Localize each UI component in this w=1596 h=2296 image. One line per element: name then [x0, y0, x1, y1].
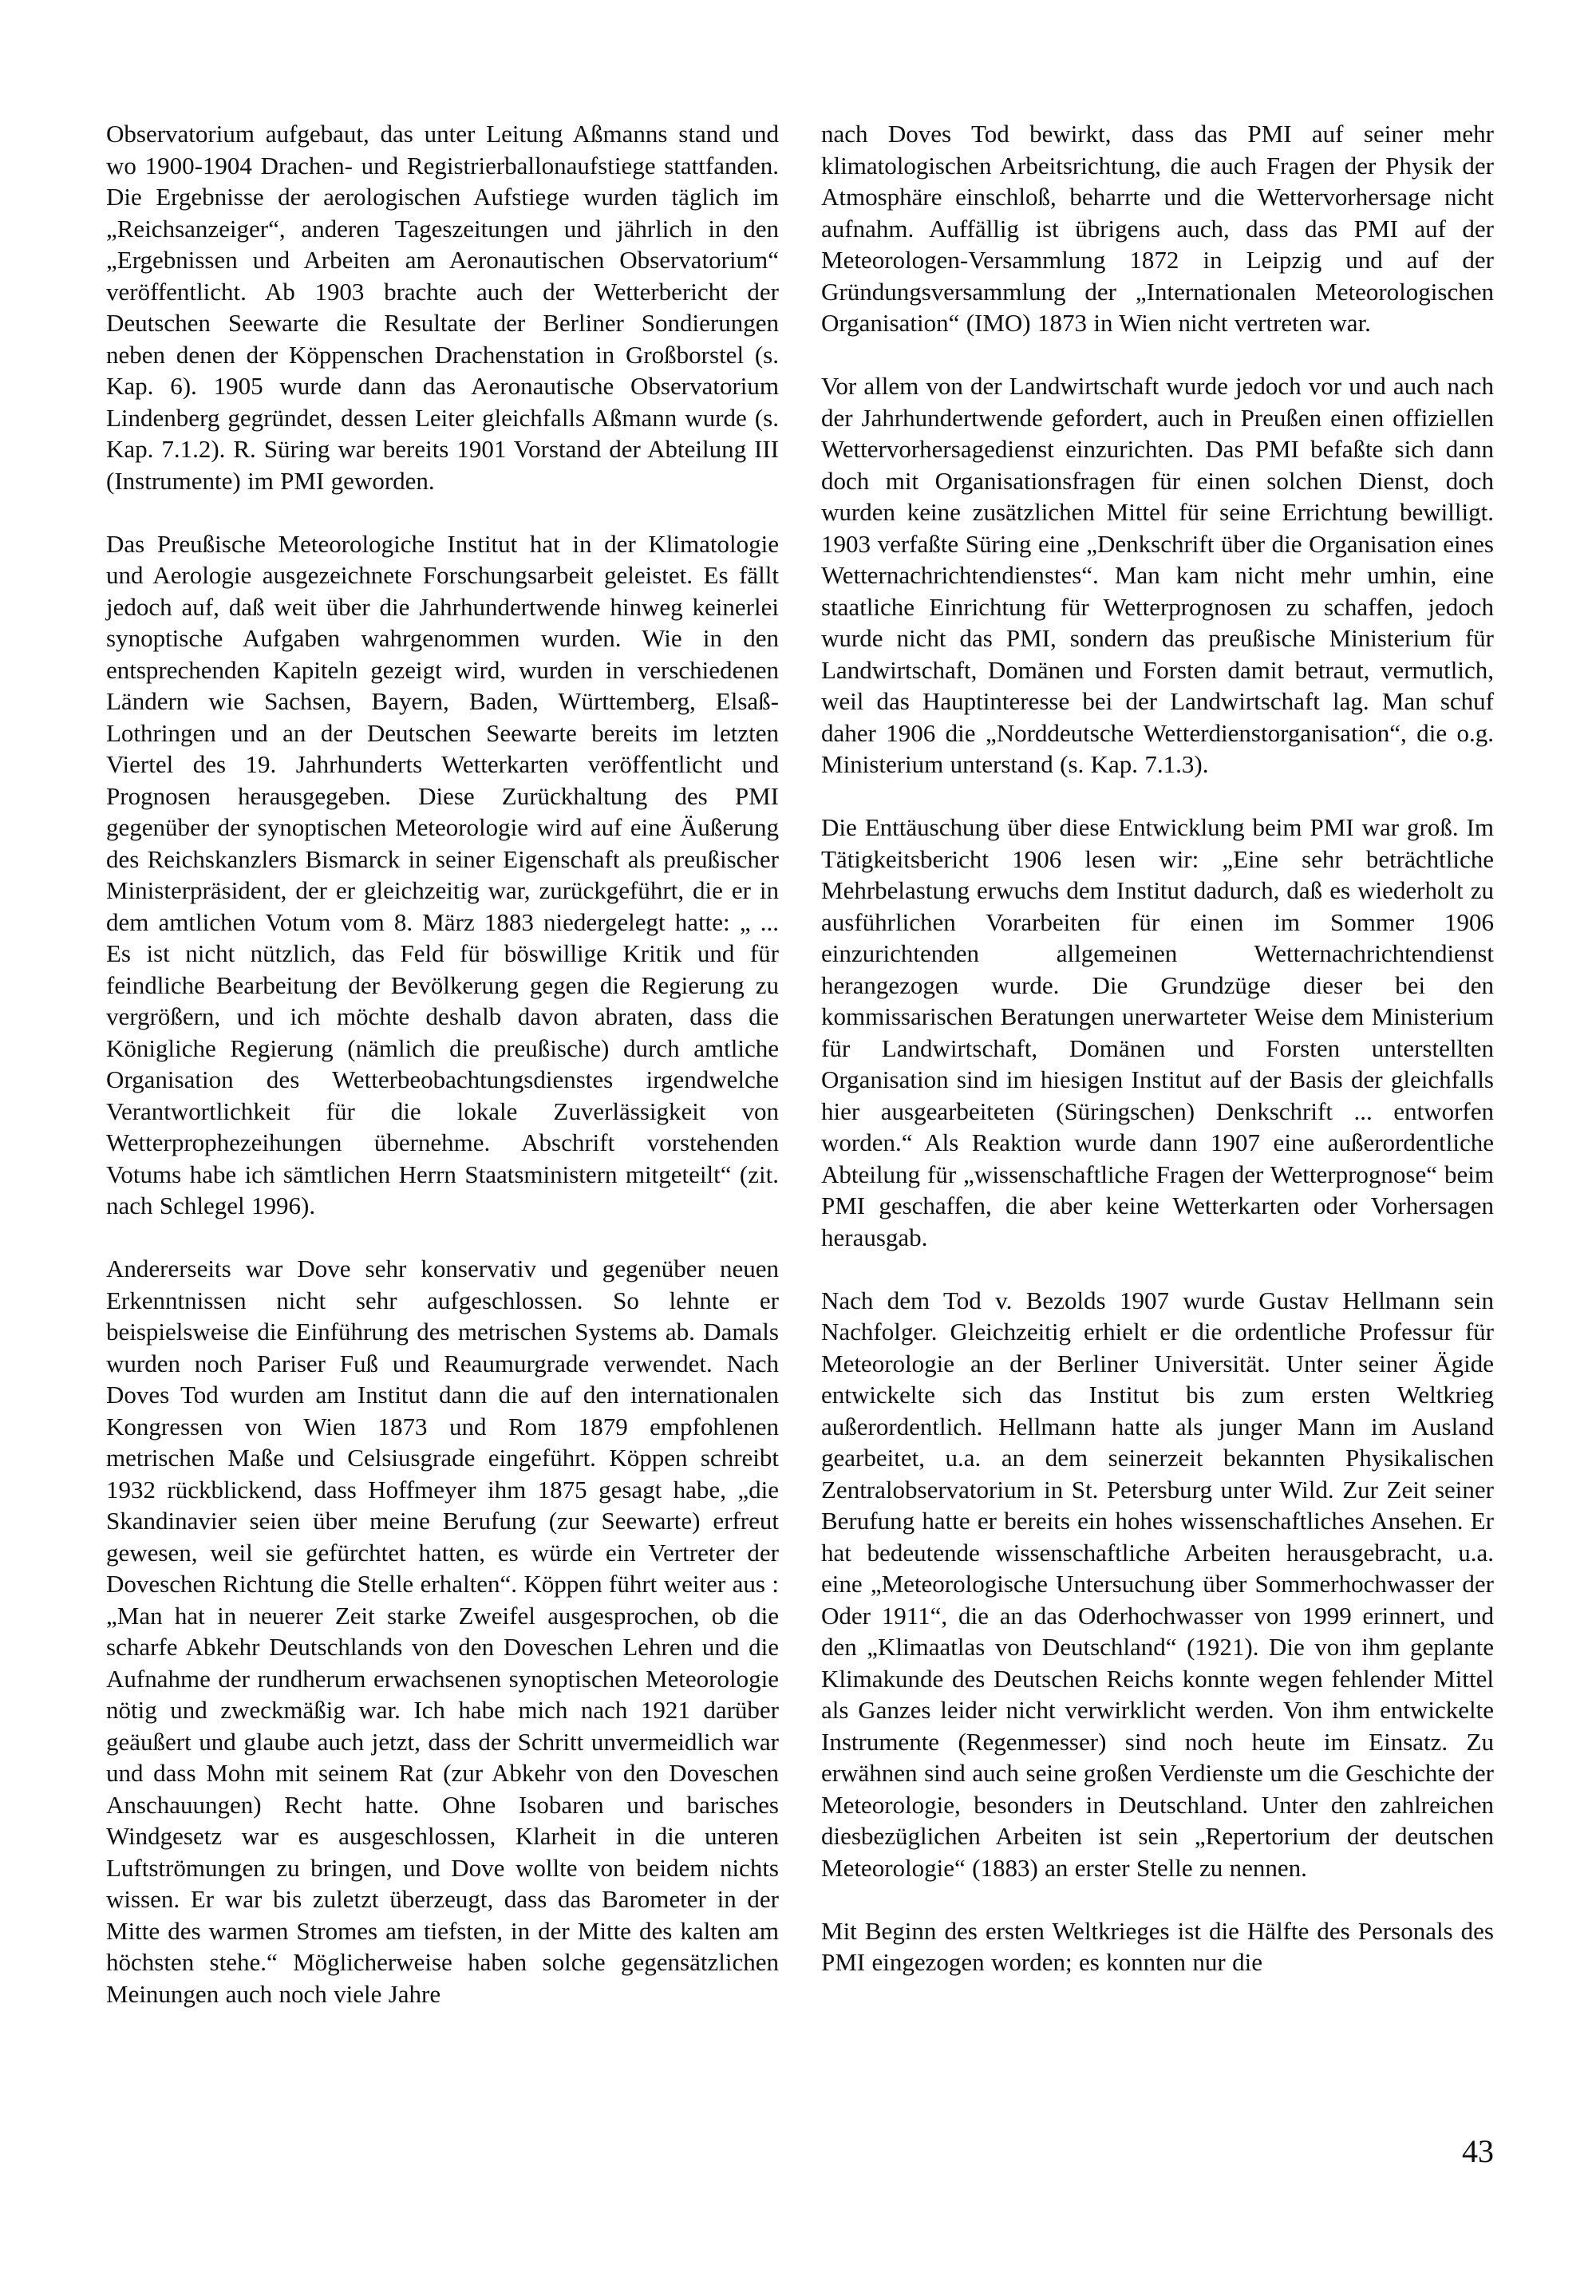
two-column-text — [106, 118, 1494, 2009]
left-column — [106, 118, 779, 2009]
paragraph: Die Enttäuschung über diese Entwicklung beim PMI war groß. Im Tätigkeitsbericht 1906 lesen wir: „Eine sehr beträchtliche Mehrbelastung erwuchs dem Institut dadurch, daß es wiederholt zu ausführlichen Vorarbeiten für einen im Sommer 1906 einzurichtenden allgemeinen Wetternachrichtendienst herangezogen wurde. Die Grundzüge dieser bei den kommissarischen Beratungen unerwarteter Weise dem Ministerium für Landwirtschaft, Domänen und Forsten unterstellten Organisation sind im hiesigen Institut auf der Basis der gleichfalls hier ausgearbeiteten (Süringschen) Denkschrift ... entworfen worden.“ Als Reaktion wurde dann 1907 eine außerordentliche Abteilung für „wissenschaftliche Fragen der Wetterprognose“ beim PMI geschaffen, die aber keine Wetterkarten oder Vorhersagen herausgab. — [821, 813, 1494, 1251]
paragraph: Vor allem von der Landwirtschaft wurde jedoch vor und auch nach der Jahrhundertwende gefordert, auch in Preußen einen offiziellen Wettervorhersagedienst einzurichten. Das PMI befaßte sich dann doch mit Organisationsfragen für einen solchen Dienst, doch wurden keine zusätzlichen Mittel für seine Errichtung bewilligt. 1903 verfaßte Süring eine „Denkschrift über die Organisation eines Wetternachrichtendienstes“. Man kam nicht mehr umhin, eine staatliche Einrichtung für Wetterprognosen zu schaffen, jedoch wurde nicht das PMI, sondern das preußische Ministerium für Landwirtschaft, Domänen und Forsten damit betraut, vermutlich, weil das Hauptinteresse bei der Landwirtschaft lag. Man schuf daher 1906 die „Norddeutsche Wetterdienstorganisation“, die o.g. Ministerium unterstand (s. Kap. 7.1.3). — [821, 372, 1494, 778]
paragraph: Mit Beginn des ersten Weltkrieges ist die Hälfte des Personals des PMI eingezogen worden; es konnten nur die — [821, 1916, 1494, 1976]
paragraph: Das Preußische Meteorologiche Institut hat in der Klimatologie und Aerologie ausgezeichnete Forschungsarbeit geleistet. Es fällt jedoch auf, daß weit über die Jahrhundertwende hinweg keinerlei synoptische Aufgaben wahrgenommen wurden. Wie in den entsprechenden Kapiteln gezeigt wird, wurden in verschiedenen Ländern wie Sachsen, Bayern, Baden, Württemberg, Elsaß-Lothringen und an der Deutschen Seewarte bereits im letzten Viertel des 19. Jahrhunderts Wetterkarten veröffentlicht und Prognosen herausgegeben. Diese Zurückhaltung des PMI gegenüber der synoptischen Meteorologie wird auf eine Äußerung des Reichskanzlers Bismarck in seiner Eigenschaft als preußischer Ministerpräsident, der er gleichzeitig war, zurückgeführt, die er in dem amtlichen Votum vom 8. März 1883 niedergelegt hatte: „ ... Es ist nicht nützlich, das Feld für böswillige Kritik und für feindliche Bearbeitung der Bevölkerung gegen die Regierung zu vergrößern, und ich möchte deshalb davon abraten, dass die Königliche Regierung (nämlich die preußische) durch amtliche Organisation des Wetterbeobachtungsdienstes irgendwelche Verantwortlichkeit für die lokale Zuverlässigkeit von Wetterprophezeihungen übernehme. Abschrift vorstehenden Votums habe ich sämtlichen Herrn Staatsministern mitgeteilt“ (zit. nach Schlegel 1996). — [106, 529, 779, 1219]
paragraph: Andererseits war Dove sehr konservativ und gegenüber neuen Erkenntnissen nicht sehr aufgeschlossen. So lehnte er beispielsweise die Einführung des metrischen Systems ab. Damals wurden noch Pariser Fuß und Reaumurgrade verwendet. Nach Doves Tod wurden am Institut dann die auf den internationalen Kongressen von Wien 1873 und Rom 1879 empfohlenen metrischen Maße und Celsiusgrade eingeführt. Köppen schreibt 1932 rückblickend, dass Hoffmeyer ihm 1875 gesagt habe, „die Skandinavier seien über meine Berufung (zur Seewarte) erfreut gewesen, weil sie gefürchtet hatten, es würde ein Vertreter der Doveschen Richtung die Stelle erhalten“. Köppen führt weiter aus : „Man hat in neuerer Zeit starke Zweifel ausgesprochen, ob die scharfe Abkehr Deutschlands von den Doveschen Lehren und die Aufnahme der rundherum erwachsenen synoptischen Meteorologie nötig und zweckmäßig war. Ich habe mich nach 1921 darüber geäußert und glaube auch jetzt, dass der Schritt unvermeidlich war und dass Mohn mit seinem Rat (zur Abkehr von den Doveschen Anschauungen) Recht hatte. Ohne Isobaren und barisches Windgesetz war es ausgeschlossen, Klarheit in die unteren Luftströmungen zu bringen, und Dove wollte von beidem nichts wissen. Er war bis zuletzt überzeugt, dass das Barometer in der Mitte des warmen Stromes am tiefsten, in der Mitte des kalten am höchsten stehe.“ Möglicherweise haben solche gegensätzlichen Meinungen auch noch viele Jahre — [106, 1255, 779, 2008]
right-column — [821, 118, 1494, 2009]
paragraph: Nach dem Tod v. Bezolds 1907 wurde Gustav Hellmann sein Nachfolger. Gleichzeitig erhielt er die ordentliche Professur für Meteorologie an der Berliner Universität. Unter seiner Ägide entwickelte sich das Institut bis zum ersten Weltkrieg außerordentlich. Hellmann hatte als junger Mann im Ausland gearbeitet, u.a. an dem seinerzeit bekannten Physikalischen Zentralobservatorium in St. Petersburg unter Wild. Zur Zeit seiner Berufung hatte er bereits ein hohes wissenschaftliches Ansehen. Er hat bedeutende wissenschaftliche Arbeiten herausgebracht, u.a. eine „Meteorologische Untersuchung über Sommerhochwasser der Oder 1911“, die an das Oderhochwasser von 1999 erinnert, und den „Klimaatlas von Deutschland“ (1921). Die von ihm geplante Klimakunde des Deutschen Reichs konnte wegen fehlender Mittel als Ganzes leider nicht verwirklicht werden. Von ihm entwickelte Instrumente (Regenmesser) sind noch heute im Einsatz. Zu erwähnen sind auch seine großen Verdienste um die Geschichte der Meteorologie, besonders in Deutschland. Unter den zahlreichen diesbezüglichen Arbeiten ist sein „Repertorium der deutschen Meteorologie“ (1883) an erster Stelle zu nennen. — [821, 1286, 1494, 1882]
paragraph: nach Doves Tod bewirkt, dass das PMI auf seiner mehr klimatologischen Arbeitsrichtung, die auch Fragen der Physik der Atmosphäre einschloß, beharrte und die Wettervorhersage nicht aufnahm. Auffällig ist übrigens auch, dass das PMI auf der Meteorologen-Versammlung 1872 in Leipzig und auf der Gründungsversammlung der „Internationalen Meteorologischen Organisation“ (IMO) 1873 in Wien nicht vertreten war. — [821, 120, 1494, 337]
page-number: 43 — [1462, 2133, 1494, 2169]
paragraph: Observatorium aufgebaut, das unter Leitung Aßmanns stand und wo 1900-1904 Drachen- und Registrierballonaufstiege stattfanden. Die Ergebnisse der aerologischen Aufstiege wurden täglich im „Reichsanzeiger“, anderen Tageszeitungen und jährlich in den „Ergebnissen und Arbeiten am Aeronautischen Observatorium“ veröffentlicht. Ab 1903 brachte auch der Wetterbericht der Deutschen Seewarte die Resultate der Berliner Sondierungen neben denen der Köppenschen Drachenstation in Großborstel (s. Kap. 6). 1905 wurde dann das Aeronautische Observatorium Lindenberg gegründet, dessen Leiter gleichfalls Aßmann wurde (s. Kap. 7.1.2). R. Süring war bereits 1901 Vorstand der Abteilung III (Instrumente) im PMI geworden. — [106, 120, 779, 495]
